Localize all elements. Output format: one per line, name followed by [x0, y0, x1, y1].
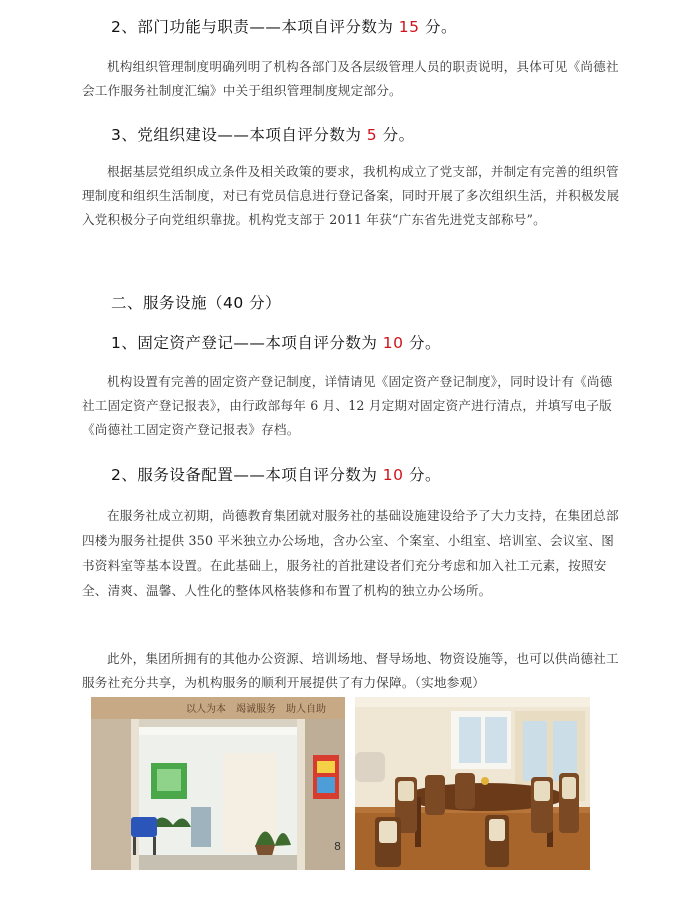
heading-suffix: 分。 — [419, 18, 457, 36]
office-entrance-illustration — [91, 697, 345, 870]
heading-suffix: 分。 — [403, 466, 441, 484]
motto-sign: 以人为本 竭诚服务 助人自助 — [186, 704, 326, 715]
heading-text: 1、固定资产登记——本项自评分数为 — [111, 334, 383, 352]
heading-text: 2、部门功能与职责——本项自评分数为 — [111, 18, 399, 36]
paragraph-equipment: 在服务社成立初期，尚德教育集团就对服务社的基础设施建设给予了大力支持，在集团总部四楼为服务社提供 350 平米独立办公场地，含办公室、个案室、小组室、培训室、会议室、图书资料室等基本设置。在此基础上，服务社的首批建设者们充分考虑和加入社工元素，按照安全、清爽、温馨、人性化的整体风格装修和布置了机构的独立办公场所。 — [82, 508, 619, 598]
meeting-room-photo — [355, 697, 590, 870]
paragraph-dept-functions: 机构组织管理制度明确列明了机构各部门及各层级管理人员的职责说明，具体可见《尚德社会工作服务社制度汇编》中关于组织管理制度规定部分。 — [82, 59, 619, 98]
score-value: 5 — [366, 126, 378, 144]
page-number: 8 — [334, 840, 341, 853]
paragraph-party-building: 根据基层党组织成立条件及相关政策的要求，我机构成立了党支部，并制定有完善的组织管理制度和组织生活制度，对已有党员信息进行登记备案，同时开展了多次组织生活，并积极发展入党积极分子向党组织靠拢。机构党支部于 2011 年获“广东省先进党支部称号”。 — [82, 164, 620, 227]
office-entrance-photo — [91, 697, 345, 870]
score-value: 15 — [398, 18, 420, 36]
subsection-heading-dept-functions — [0, 15, 697, 37]
score-value: 10 — [382, 334, 404, 352]
heading-suffix: 分。 — [403, 334, 441, 352]
heading-text: 2、服务设备配置——本项自评分数为 — [111, 466, 383, 484]
subsection-heading-party-building — [0, 123, 697, 145]
heading-text: 3、党组织建设——本项自评分数为 — [111, 126, 367, 144]
heading-suffix: 分。 — [377, 126, 415, 144]
meeting-room-illustration — [355, 697, 590, 870]
score-value: 10 — [382, 466, 404, 484]
paragraph-shared-resources: 此外，集团所拥有的其他办公资源、培训场地、督导场地、物资设施等，也可以供尚德社工服务社充分共享，为机构服务的顺利开展提供了有力保障。（实地参观） — [82, 651, 619, 690]
subsection-heading-fixed-assets — [0, 331, 697, 353]
subsection-heading-equipment — [0, 463, 697, 485]
section-heading-service-facilities: 二、服务设施（40 分） — [111, 294, 282, 312]
paragraph-fixed-assets: 机构设置有完善的固定资产登记制度，详情请见《固定资产登记制度》，同时设计有《尚德社工固定资产登记报表》，由行政部每年 6 月、12 月定期对固定资产进行清点，并填写电子版《尚德社工固定资产登记报表》存档。 — [82, 374, 613, 437]
